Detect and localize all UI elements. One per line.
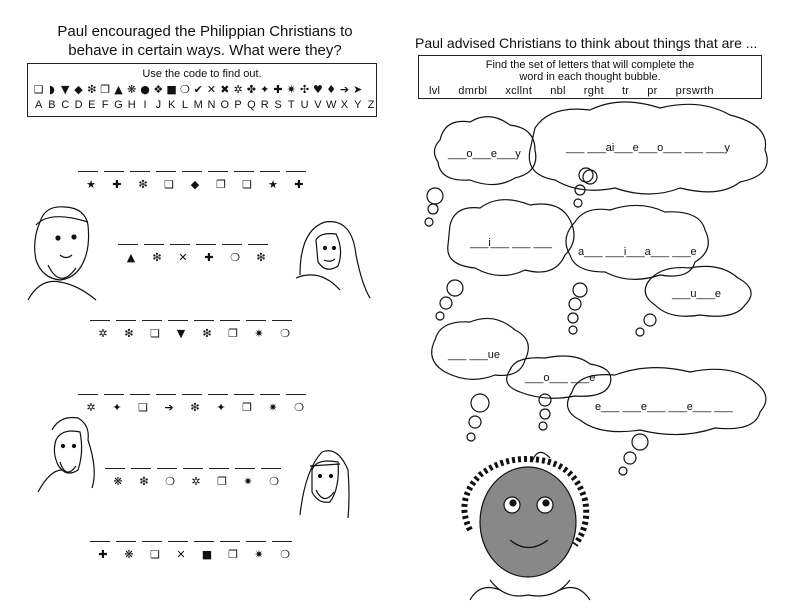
- code-symbol: ❖: [153, 83, 164, 96]
- code-letter: Z: [367, 99, 375, 111]
- puzzle-symbol: ✦: [216, 401, 226, 414]
- code-letter: N: [207, 99, 216, 111]
- code-symbol: ◆: [74, 83, 83, 96]
- letter-set: rght: [583, 85, 604, 97]
- code-symbol: ❇: [87, 83, 97, 96]
- code-symbol: ✔: [193, 83, 203, 96]
- code-letter: S: [274, 99, 282, 111]
- bubble-1-text[interactable]: ___o___e___y: [448, 148, 521, 160]
- puzzle-symbol: ✚: [98, 548, 108, 561]
- code-symbol: ●: [140, 83, 150, 96]
- puzzle-symbol: ❇: [256, 251, 266, 264]
- code-letter: E: [88, 99, 96, 111]
- puzzle-symbol: ❇: [124, 327, 134, 340]
- headcloth-man-2-icon: [300, 451, 349, 518]
- code-letter: A: [34, 99, 43, 111]
- code-letter: X: [340, 99, 349, 111]
- code-symbol: ✕: [206, 83, 217, 96]
- code-symbol: ✚: [273, 83, 283, 96]
- code-symbol: ➤: [353, 83, 363, 96]
- code-letter: M: [193, 99, 203, 111]
- letter-set: nbl: [550, 85, 566, 97]
- puzzle-symbol: ✲: [86, 401, 96, 414]
- code-letter: D: [74, 99, 83, 111]
- puzzle-symbol: ➔: [164, 401, 174, 414]
- puzzle-symbol: ❏: [138, 401, 148, 414]
- code-symbol: ✦: [260, 83, 270, 96]
- code-letter: C: [61, 99, 70, 111]
- letter-set: lvl: [429, 85, 441, 97]
- code-letter: R: [260, 99, 269, 111]
- code-letter: V: [314, 99, 322, 111]
- bubble-7-text[interactable]: ___o___ ___e: [525, 372, 596, 384]
- puzzle-symbol: ✚: [294, 178, 304, 191]
- puzzle-symbol: ★: [268, 178, 278, 191]
- puzzle-symbol: ❇: [190, 401, 200, 414]
- code-letter: O: [220, 99, 230, 111]
- code-symbol: ✲: [233, 83, 243, 96]
- code-instruction: Use the code to find out.: [142, 68, 262, 80]
- code-symbol: ■: [166, 83, 177, 96]
- puzzle-symbol: ✲: [191, 475, 201, 488]
- code-symbol: ✣: [299, 83, 310, 96]
- code-letter: P: [234, 99, 242, 111]
- puzzle-symbol: ❏: [150, 327, 160, 340]
- puzzle-symbol: ✷: [243, 475, 253, 488]
- puzzle-symbol: ❏: [164, 178, 174, 191]
- code-letter: U: [300, 99, 309, 111]
- puzzle-symbol: ❐: [217, 475, 227, 488]
- code-symbol: ✖: [220, 83, 230, 96]
- bubble-8-text[interactable]: e___ ___e___ ___e___ ___: [595, 401, 733, 413]
- left-title: Paul encouraged the Philippian Christians to behave in certain ways. What were they?: [57, 23, 353, 59]
- puzzle-symbol: ❐: [216, 178, 226, 191]
- code-letter: T: [287, 99, 295, 111]
- code-letter: K: [167, 99, 176, 111]
- puzzle-symbol: ★: [86, 178, 96, 191]
- bubble-3-text[interactable]: ___i___ ___ ___: [470, 237, 552, 249]
- puzzle-symbol: ■: [201, 548, 213, 561]
- code-letter: F: [101, 99, 109, 111]
- puzzle-symbol: ❇: [152, 251, 162, 264]
- code-letter: L: [181, 99, 188, 111]
- code-symbol: ➔: [339, 83, 350, 96]
- code-symbol: ❋: [127, 83, 137, 96]
- code-letter: B: [48, 99, 56, 111]
- puzzle-symbol: ✕: [176, 548, 186, 561]
- puzzle-symbol: ◆: [190, 178, 200, 191]
- code-letter: Q: [247, 99, 256, 111]
- bubble-2-text[interactable]: ___ ___ai___e___o___ ___ ___y: [566, 142, 730, 154]
- puzzle-symbol: ❋: [124, 548, 134, 561]
- code-symbol: ♥: [312, 83, 323, 96]
- puzzle-symbol: ✷: [254, 548, 264, 561]
- puzzle-symbol: ✲: [98, 327, 108, 340]
- code-symbol: ♦: [326, 83, 337, 96]
- code-letter: J: [155, 99, 162, 111]
- code-symbol: ❍: [179, 83, 190, 96]
- puzzle-symbol: ❐: [228, 327, 238, 340]
- code-letter: W: [325, 99, 337, 111]
- puzzle-symbol: ❐: [242, 401, 252, 414]
- puzzle-symbol: ❇: [202, 327, 212, 340]
- code-symbol: ◗: [49, 83, 55, 96]
- code-symbol: ❐: [100, 83, 111, 96]
- bubble-6-text[interactable]: ___ ___ue: [448, 349, 500, 361]
- puzzle-symbol: ❏: [150, 548, 160, 561]
- puzzle-symbol: ❏: [242, 178, 252, 191]
- right-title: Paul advised Christians to think about things that are ...: [415, 35, 758, 51]
- code-letter: I: [143, 99, 147, 111]
- letter-set: pr: [647, 85, 658, 97]
- puzzle-symbol: ✷: [254, 327, 264, 340]
- puzzle-symbol: ❍: [280, 548, 290, 561]
- bearded-man-icon: [28, 207, 96, 300]
- girl-icon: [464, 452, 590, 600]
- code-letter: H: [127, 99, 136, 111]
- puzzle-symbol: ❐: [228, 548, 238, 561]
- letter-set: xcllnt: [505, 85, 533, 97]
- puzzle-symbol: ❍: [280, 327, 290, 340]
- code-symbol: ✤: [246, 83, 256, 96]
- puzzle-symbol: ✦: [112, 401, 122, 414]
- puzzle-symbol: ❍: [165, 475, 175, 488]
- code-symbol: ▲: [114, 83, 123, 96]
- puzzle-symbol: ✚: [204, 251, 214, 264]
- code-symbol: ❏: [33, 83, 44, 96]
- letter-set: prswrth: [675, 85, 714, 97]
- puzzle-symbol: ▼: [176, 327, 186, 340]
- puzzle-symbol: ❍: [294, 401, 304, 414]
- code-letter: Y: [354, 99, 362, 111]
- code-letter: G: [114, 99, 123, 111]
- puzzle-symbol: ✚: [112, 178, 122, 191]
- code-symbol: ▼: [61, 83, 70, 96]
- puzzle-symbol: ❋: [113, 475, 123, 488]
- puzzle-symbol: ❍: [269, 475, 279, 488]
- puzzle-symbol: ❍: [230, 251, 240, 264]
- headcloth-man-icon: [38, 418, 94, 493]
- bubble-5-text[interactable]: ___u___e: [672, 288, 721, 300]
- veiled-woman-icon: [296, 222, 370, 298]
- puzzle-symbol: ✕: [178, 251, 188, 264]
- puzzle-symbol: ▲: [126, 251, 136, 264]
- letter-set: tr: [621, 85, 630, 97]
- bubble-4-text[interactable]: a___ ___i___a___ ___e: [578, 246, 697, 258]
- puzzle-symbol: ❇: [138, 178, 148, 191]
- word-box-instruction: Find the set of letters that will complete the word in each thought bubble.: [485, 59, 695, 83]
- puzzle-symbol: ✷: [268, 401, 278, 414]
- letter-set: dmrbl: [458, 85, 488, 97]
- puzzle-symbol: ❇: [139, 475, 149, 488]
- code-symbol: ✷: [286, 83, 296, 96]
